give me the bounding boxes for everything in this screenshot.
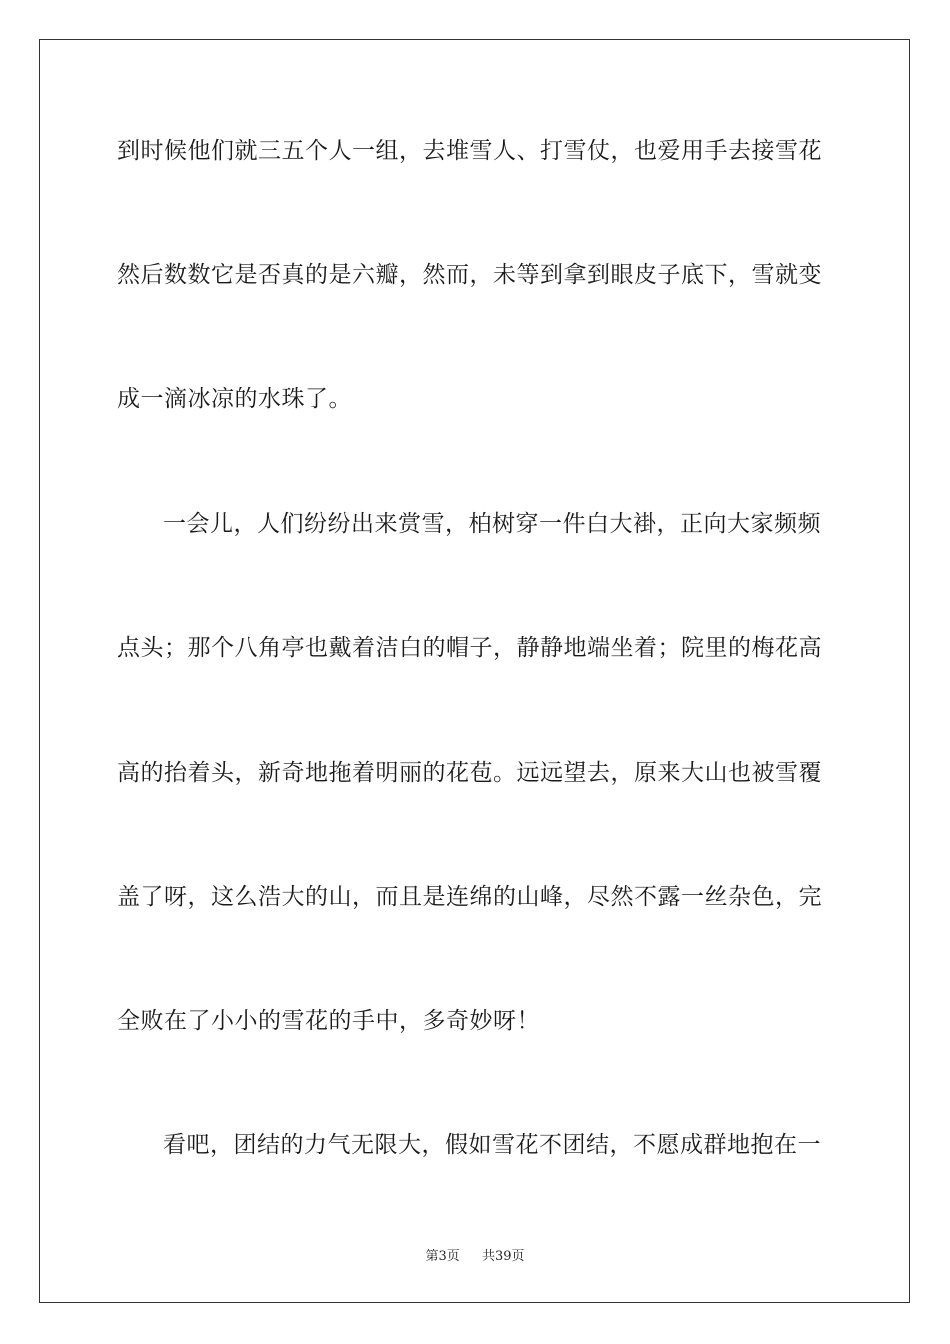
text-line: 盖了呀，这么浩大的山，而且是连绵的山峰，尽然不露一丝杂色，完 <box>117 884 822 910</box>
page-number: 第3页 <box>425 1249 460 1264</box>
text-line: 点头；那个八角亭也戴着洁白的帽子，静静地端坐着；院里的梅花高 <box>117 635 822 661</box>
page-footer <box>0 1248 950 1266</box>
text-line: 全败在了小小的雪花的手中，多奇妙呀！ <box>117 1008 540 1034</box>
text-line: 然后数数它是否真的是六瓣，然而，未等到拿到眼皮子底下，雪就变 <box>117 262 822 288</box>
text-line: 高的抬着头，新奇地拖着明丽的花苞。远远望去，原来大山也被雪覆 <box>117 760 822 786</box>
text-line: 成一滴冰凉的水珠了。 <box>117 386 352 412</box>
text-line: 到时候他们就三五个人一组，去堆雪人、打雪仗，也爱用手去接雪花 <box>117 138 822 164</box>
text-line: 一会儿，人们纷纷出来赏雪，柏树穿一件白大褂，正向大家频频 <box>163 511 821 537</box>
page-border <box>39 39 910 1303</box>
text-line: 看吧，团结的力气无限大，假如雪花不团结，不愿成群地抱在一 <box>163 1132 821 1158</box>
page-total: 共39页 <box>482 1249 525 1264</box>
